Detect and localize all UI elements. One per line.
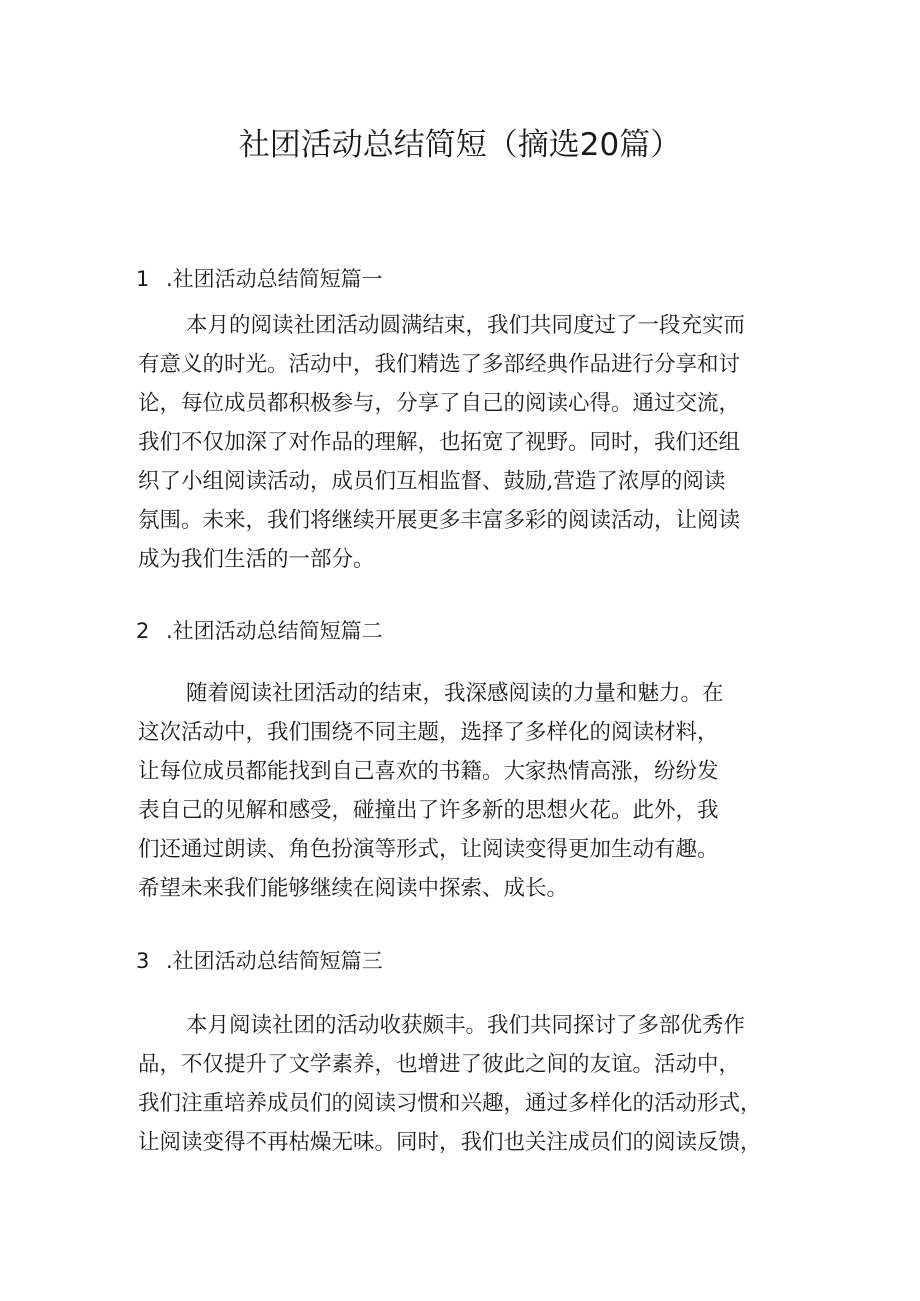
paragraph-line: 本月阅读社团的活动收获颇丰。我们共同探讨了多部优秀作 bbox=[186, 1013, 746, 1038]
section-heading-3 bbox=[136, 946, 383, 976]
paragraph-line: 们还通过朗读、角色扮演等形式，让阅读变得更加生动有趣。 bbox=[138, 837, 719, 862]
paragraph-line: 这次活动中，我们围绕不同主题，选择了多样化的阅读材料， bbox=[138, 720, 719, 745]
paragraph-line: 表自己的见解和感受，碰撞出了许多新的思想火花。此外，我 bbox=[138, 798, 719, 823]
section-number: 3 bbox=[136, 949, 150, 973]
document-title: 社团活动总结简短（摘选20篇） bbox=[238, 127, 682, 163]
paragraph-line: 论，每位成员都积极参与，分享了自己的阅读心得。通过交流， bbox=[138, 391, 741, 416]
paragraph-line: 成为我们生活的一部分。 bbox=[138, 547, 375, 572]
section-paragraph-1 bbox=[138, 306, 788, 579]
paragraph-line: 我们注重培养成员们的阅读习惯和兴趣，通过多样化的活动形式， bbox=[138, 1091, 762, 1116]
paragraph-line: 让阅读变得不再枯燥无味。同时，我们也关注成员们的阅读反馈， bbox=[138, 1130, 762, 1155]
paragraph-line: 本月的阅读社团活动圆满结束，我们共同度过了一段充实而 bbox=[186, 313, 746, 338]
paragraph-line: 随着阅读社团活动的结束，我深感阅读的力量和魅力。在 bbox=[186, 681, 724, 706]
paragraph-line: 有意义的时光。活动中，我们精选了多部经典作品进行分享和讨 bbox=[138, 352, 741, 377]
paragraph-line: 氛围。未来，我们将继续开展更多丰富多彩的阅读活动，让阅读 bbox=[138, 508, 741, 533]
section-number: 2 bbox=[136, 619, 150, 643]
section-number: 1 bbox=[136, 267, 150, 291]
section-heading-2 bbox=[136, 616, 383, 646]
paragraph-line: 希望未来我们能够继续在阅读中探索、成长。 bbox=[138, 876, 569, 901]
section-heading-1 bbox=[136, 264, 383, 294]
section-heading-text: .社团活动总结简短篇二 bbox=[166, 619, 383, 643]
section-heading-text: .社团活动总结简短篇三 bbox=[166, 949, 383, 973]
paragraph-line: 品，不仅提升了文学素养，也增进了彼此之间的友谊。活动中， bbox=[138, 1052, 741, 1077]
section-heading-text: .社团活动总结简短篇一 bbox=[166, 267, 383, 291]
paragraph-line: 让每位成员都能找到自己喜欢的书籍。大家热情高涨，纷纷发 bbox=[138, 759, 719, 784]
paragraph-line: 我们不仅加深了对作品的理解，也拓宽了视野。同时，我们还组 bbox=[138, 430, 741, 455]
section-paragraph-2 bbox=[138, 674, 788, 908]
section-paragraph-3 bbox=[138, 1006, 788, 1162]
paragraph-line: 织了小组阅读活动，成员们互相监督、鼓励,营造了浓厚的阅读 bbox=[138, 469, 726, 494]
